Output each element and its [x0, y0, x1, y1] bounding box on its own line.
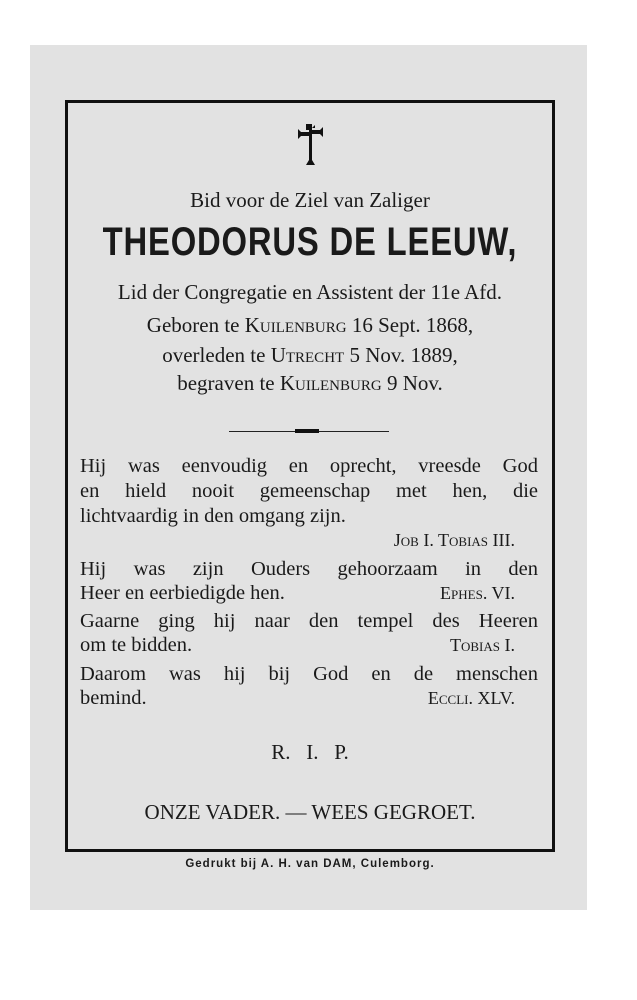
- buried-prefix: begraven te: [177, 371, 275, 395]
- died-prefix: overleden te: [162, 343, 266, 367]
- died-line: [65, 343, 555, 368]
- buried-place: Kuilenburg: [279, 371, 382, 395]
- died-place: Utrecht: [270, 343, 345, 367]
- role: Lid der Congregatie en Assistent der 11e Afd.: [117, 280, 503, 304]
- verse-reference: Job I. Tobias III.: [393, 530, 515, 550]
- prayers: ONZE VADER. — WEES GEGROET.: [144, 800, 476, 824]
- deceased-name: THEODORUS DE LEEUW,: [102, 220, 518, 264]
- buried-date: 9 Nov.: [386, 371, 443, 395]
- verse-line: om te bidden.: [80, 634, 193, 656]
- verse-line: Hij was zijn Ouders gehoorzaam in den: [80, 558, 538, 580]
- born-prefix: Geboren te: [146, 313, 240, 337]
- verse-reference: Ephes. VI.: [440, 583, 515, 603]
- rip: R. I. P.: [271, 740, 349, 764]
- verse-line: en hield nooit gemeenschap met hen, die: [80, 480, 538, 502]
- died-date: 5 Nov. 1889,: [349, 343, 458, 367]
- verse-line: lichtvaardig in den omgang zijn.: [80, 505, 346, 527]
- buried-line: [65, 371, 555, 396]
- verse-line: Heer en eerbiedigde hen.: [80, 582, 285, 604]
- born-line: [65, 313, 555, 338]
- verse-reference: Tobias I.: [450, 635, 515, 655]
- printer-imprint: Gedrukt bij A. H. van DAM, Culemborg.: [185, 858, 435, 870]
- born-date: 16 Sept. 1868,: [351, 313, 474, 337]
- verse-line: Daarom was hij bij God en de menschen: [80, 663, 538, 685]
- verse-line: Gaarne ging hij naar den tempel des Heeren: [80, 610, 538, 632]
- verse-reference: Eccli. XLV.: [427, 688, 515, 708]
- verse-line: bemind.: [80, 687, 147, 709]
- invocation: Bid voor de Ziel van Zaliger: [190, 188, 430, 212]
- divider-ornament: [295, 429, 319, 433]
- cross-icon: [294, 122, 324, 168]
- born-place: Kuilenburg: [244, 313, 347, 337]
- verse-line: Hij was eenvoudig en oprecht, vreesde God: [80, 455, 538, 477]
